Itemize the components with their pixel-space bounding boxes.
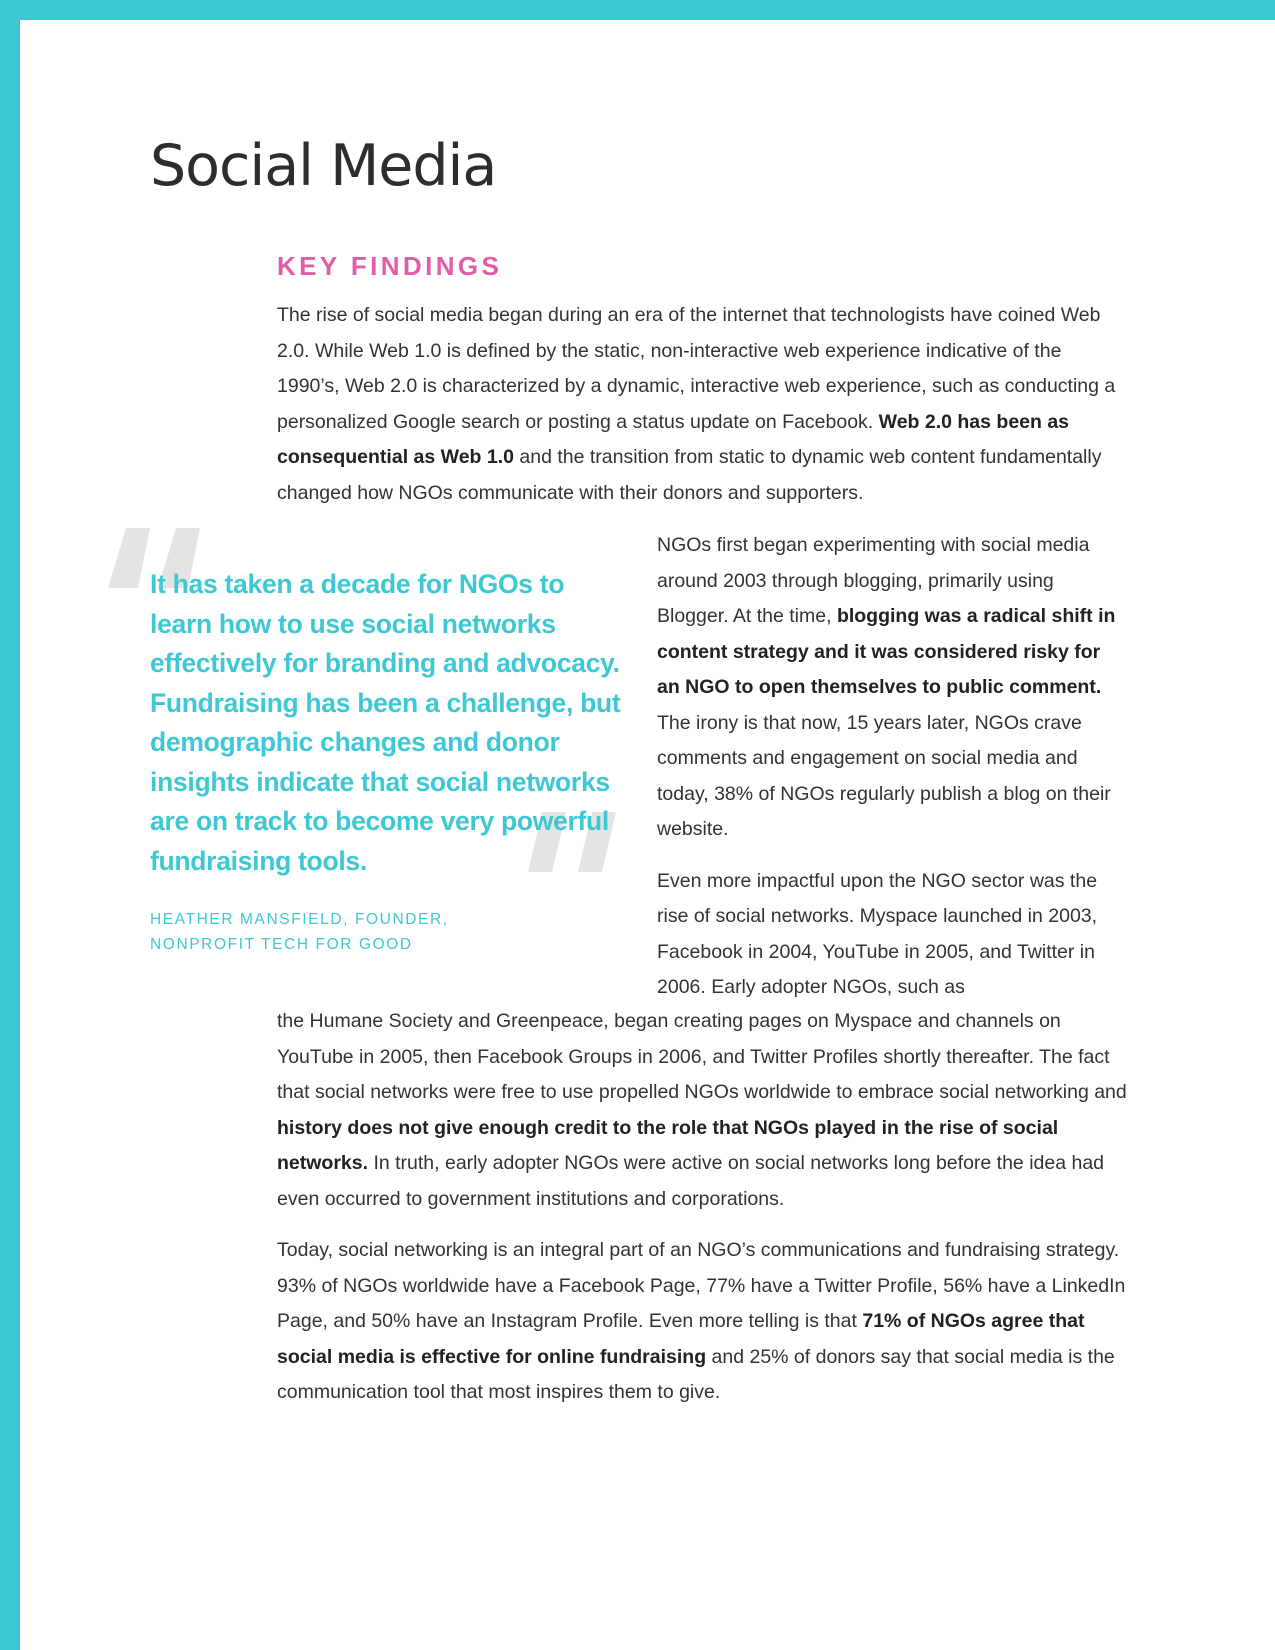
- intro-bold: Web 2.0 has been as consequential as Web 1.0: [277, 410, 1070, 468]
- continuation-column: [277, 1004, 1127, 1427]
- section-heading: KEY FINDINGS: [277, 251, 503, 281]
- attribution-organization: NONPROFIT TECH FOR GOOD: [150, 936, 413, 953]
- networks-paragraph-start: Even more impactful upon the NGO sector was the rise of social networks. Myspace launched in 2003, Facebook in 2004, YouTube in 2005, and Twitter in 2006. Early adopter NGOs, such as: [657, 869, 1098, 998]
- right-column: [657, 528, 1127, 1022]
- today-paragraph: [277, 1233, 1127, 1411]
- intro-text-end: and the transition from static to dynamic web content fundamentally changed how NGOs communicate with their donors and supporters.: [277, 446, 1102, 504]
- intro-text: The rise of social media began during an era of the internet that technologists have coined Web 2.0. While Web 1.0 is defined by the static, non-interactive web experience indicative of the 1990’s, Web 2.0 is characterized by a dynamic, interactive web experience, such as conducting a personalized Google search or posting a status update on Facebook.: [277, 304, 1116, 433]
- networks-text-end: In truth, early adopter NGOs were active on social networks long before the idea had even occurred to government institutions and corporations.: [277, 1152, 1105, 1210]
- pull-quote-text: It has taken a decade for NGOs to learn how to use social networks effectively for branding and advocacy. Fundraising has been a challenge, but demographic changes and donor insights indicate that social networks are on track to become very powerful fundraising tools.: [150, 569, 621, 876]
- today-text-end: and 25% of donors say that social media is the communication tool that most inspires them to give.: [277, 1345, 1115, 1403]
- page-frame-top: [0, 0, 1275, 20]
- blogging-bold: blogging was a radical shift in content strategy and it was considered risky for an NGO to open themselves to public comment.: [657, 605, 1116, 698]
- page-title: Social Media: [150, 133, 497, 199]
- pull-quote: [150, 565, 622, 957]
- page-frame-left: [0, 0, 20, 1650]
- intro-paragraph: [277, 298, 1127, 511]
- networks-paragraph-continued: [277, 1004, 1127, 1217]
- networks-text: the Humane Society and Greenpeace, began creating pages on Myspace and channels on YouTube in 2005, then Facebook Groups in 2006, and Twitter Profiles shortly thereafter. The fact that social networks were free to use propelled NGOs worldwide to embrace social networking and: [277, 1010, 1127, 1103]
- networks-bold: history does not give enough credit to the role that NGOs played in the rise of social networks.: [277, 1116, 1059, 1174]
- blogging-text-end: The irony is that now, 15 years later, NGOs crave comments and engagement on social media and today, 38% of NGOs regularly publish a blog on their website.: [657, 711, 1111, 840]
- blogging-text: NGOs first began experimenting with social media around 2003 through blogging, primarily using Blogger. At the time,: [657, 534, 1090, 627]
- blogging-paragraph: [657, 528, 1127, 848]
- today-bold: 71% of NGOs agree that social media is effective for online fundraising: [277, 1310, 1085, 1368]
- pull-quote-attribution: [150, 907, 622, 957]
- today-text: Today, social networking is an integral part of an NGO’s communications and fundraising strategy. 93% of NGOs worldwide have a Facebook Page, 77% have a Twitter Profile, 56% have a LinkedIn Page, and 50% have an Instagram Profile. Even more telling is that: [277, 1239, 1126, 1332]
- attribution-name: HEATHER MANSFIELD, FOUNDER,: [150, 911, 449, 928]
